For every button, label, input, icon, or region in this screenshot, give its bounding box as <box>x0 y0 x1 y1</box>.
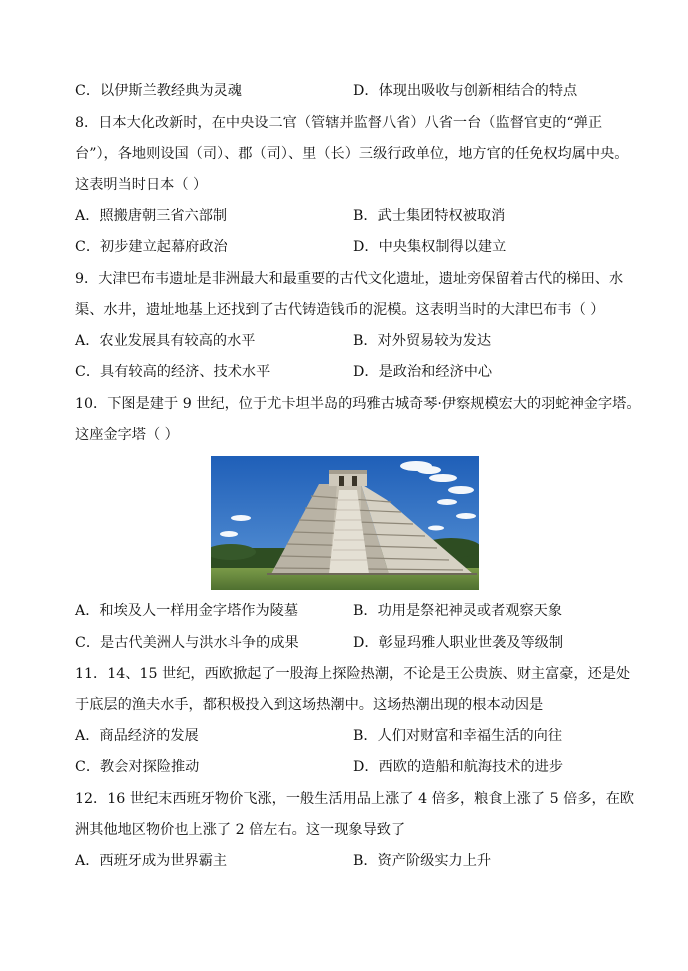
q10-option-c: C．是古代美洲人与洪水斗争的成果 <box>75 635 299 651</box>
q10-option-b: B．功用是祭祀神灵或者观察天象 <box>353 603 563 619</box>
q10-option-d: D．彰显玛雅人职业世袭及等级制 <box>353 635 564 651</box>
q11-option-c: C．教会对探险推动 <box>75 759 200 775</box>
q12-stem-line-1: 12．16 世纪末西班牙物价飞涨，一般生活用品上涨了 4 倍多，粮食上涨了 5 倍多，在欧 <box>75 791 635 807</box>
q10-stem-line-2: 这座金字塔（ ） <box>75 427 179 443</box>
q8-option-a: A．照搬唐朝三省六部制 <box>75 208 228 224</box>
q7-option-c: C．以伊斯兰教经典为灵魂 <box>75 83 242 99</box>
q12-option-b: B．资产阶级实力上升 <box>353 853 492 869</box>
q8-stem-line-3: 这表明当时日本（ ） <box>75 177 208 193</box>
q12-stem-line-2: 洲其他地区物价也上涨了 2 倍左右。这一现象导致了 <box>75 822 406 838</box>
q11-stem-line-2: 于底层的渔夫水手，都积极投入到这场热潮中。这场热潮出现的根本动因是 <box>75 697 544 713</box>
q9-option-d: D．是政治和经济中心 <box>353 364 493 380</box>
q8-option-c: C．初步建立起幕府政治 <box>75 239 228 255</box>
q9-option-b: B．对外贸易较为发达 <box>353 333 492 349</box>
q9-option-c: C．具有较高的经济、技术水平 <box>75 364 271 380</box>
q9-option-a: A．农业发展具有较高的水平 <box>75 333 256 349</box>
q9-stem-line-1: 9．大津巴布韦遗址是非洲最大和最重要的古代文化遗址，遗址旁保留着古代的梯田、水 <box>75 271 624 287</box>
q8-stem-line-1: 8．日本大化改新时，在中央设二官（管辖并监督八省）八省一台（监督官吏的“弹正 <box>75 115 603 131</box>
q9-stem-line-2: 渠、水井，遗址地基上还找到了古代铸造钱币的泥模。这表明当时的大津巴布韦（ ） <box>75 302 605 318</box>
q11-stem-line-1: 11．14、15 世纪，西欧掀起了一股海上探险热潮，不论是王公贵族、财主富豪，还是处 <box>75 666 631 682</box>
q10-stem-line-1: 10．下图是建于 9 世纪，位于尤卡坦半岛的玛雅古城奇琴·伊察规模宏大的羽蛇神金字塔。 <box>75 396 641 412</box>
pyramid-photo <box>211 456 479 590</box>
q10-option-a: A．和埃及人一样用金字塔作为陵墓 <box>75 603 299 619</box>
pyramid-illustration <box>211 456 479 590</box>
q8-option-b: B．武士集团特权被取消 <box>353 208 506 224</box>
q12-option-a: A．西班牙成为世界霸主 <box>75 853 228 869</box>
q11-option-b: B．人们对财富和幸福生活的向往 <box>353 728 563 744</box>
q11-option-a: A．商品经济的发展 <box>75 728 199 744</box>
q8-option-d: D．中央集权制得以建立 <box>353 239 507 255</box>
q8-stem-line-2: 台”），各地则设国（司）、郡（司）、里（长）三级行政单位，地方官的任免权均属中央。 <box>75 146 629 162</box>
q7-option-d: D．体现出吸收与创新相结合的特点 <box>353 83 578 99</box>
q11-option-d: D．西欧的造船和航海技术的进步 <box>353 759 564 775</box>
